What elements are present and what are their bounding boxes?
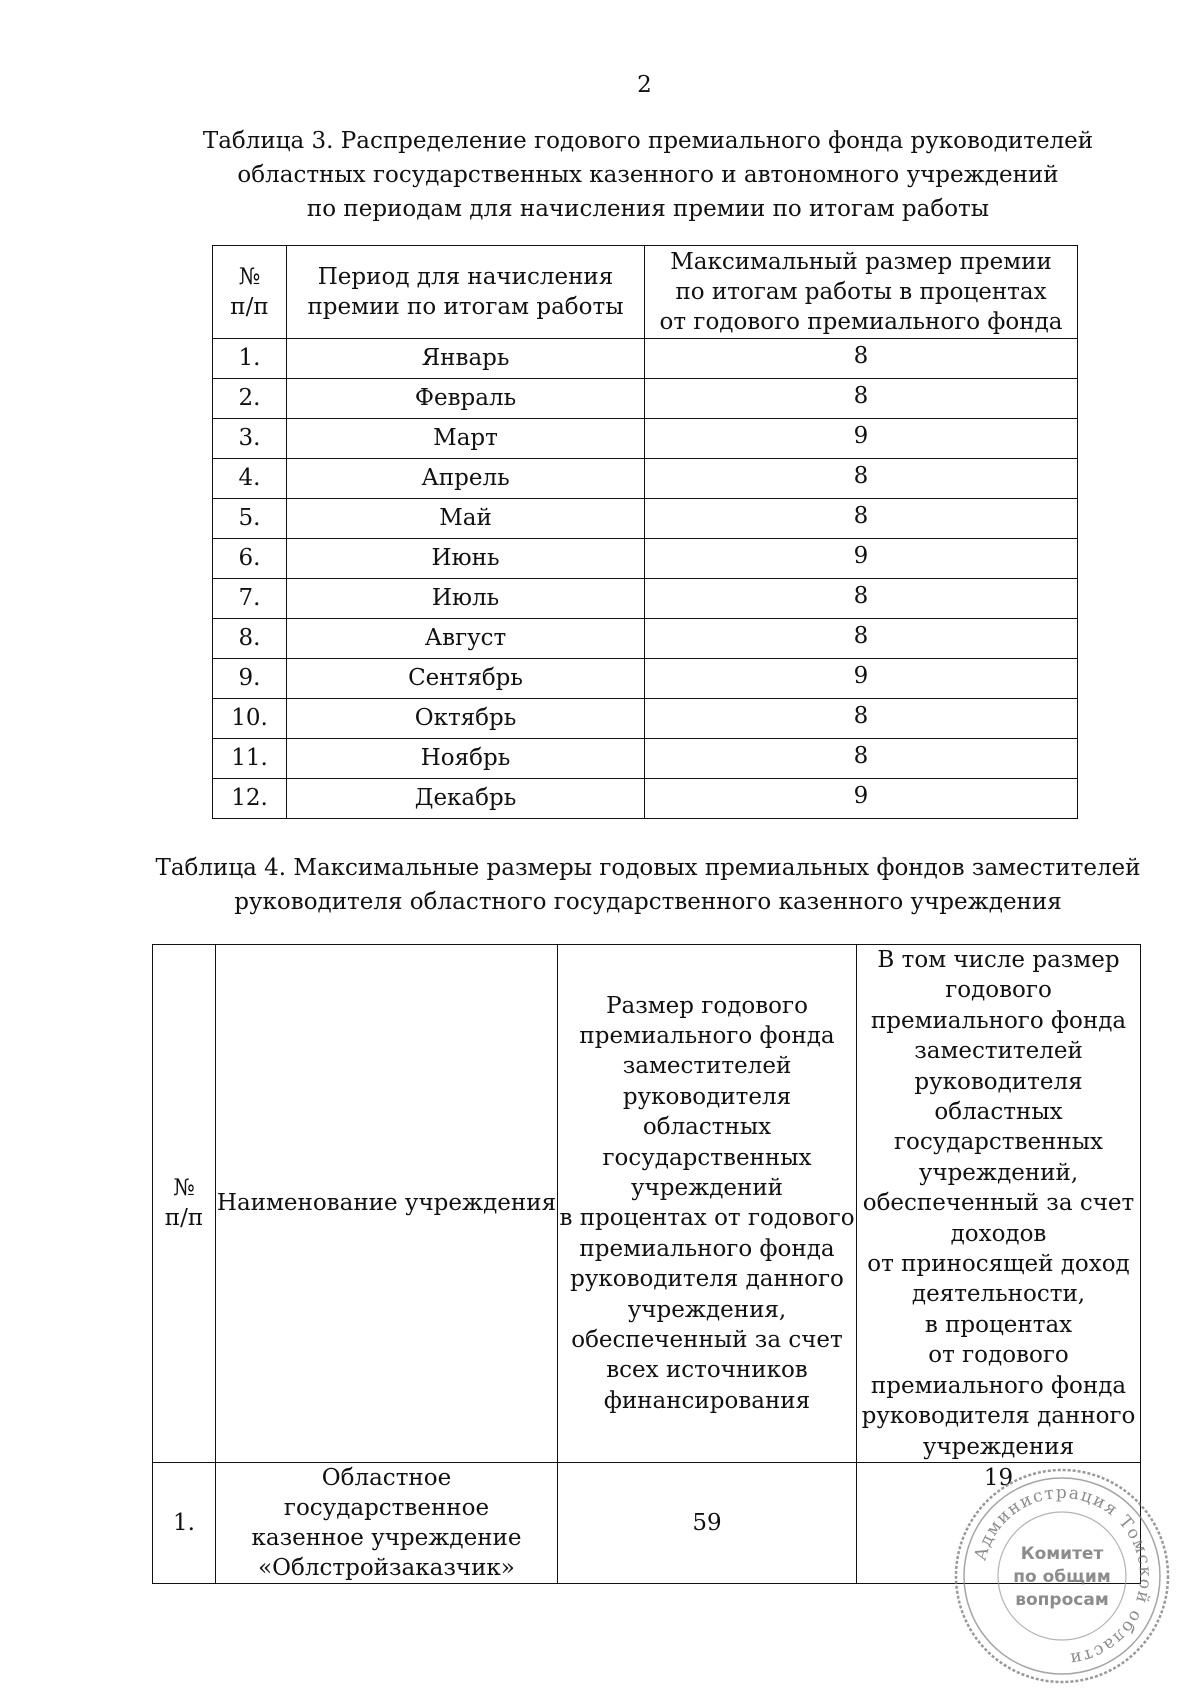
table3	[212, 245, 1078, 819]
header-line: премии по итогам работы	[307, 294, 624, 320]
table-row	[213, 459, 1078, 499]
row-value: 8	[645, 619, 1078, 659]
row-name-line: «Облстройзаказчик»	[258, 1554, 515, 1581]
row-value: 8	[645, 459, 1078, 499]
table-row	[213, 659, 1078, 699]
row-num: 7.	[213, 579, 287, 619]
header-line: учреждений,	[918, 1159, 1079, 1186]
row-value: 8	[645, 339, 1078, 379]
row-value: 8	[645, 379, 1078, 419]
header-line: премиального фонда	[579, 1235, 835, 1262]
header-line: от годового премиального фонда	[659, 309, 1063, 335]
row-num: 3.	[213, 419, 287, 459]
table3-caption-line: по периодам для начисления премии по итогам работы	[306, 196, 990, 222]
row-period: Июль	[287, 579, 645, 619]
table3-caption-line: Таблица 3. Распределение годового премиального фонда руководителей	[202, 128, 1094, 154]
row-period: Май	[287, 499, 645, 539]
header-line: государственных	[893, 1129, 1103, 1156]
stamp-ring-text: Администрация Томской области	[970, 1482, 1156, 1669]
page-number: 2	[637, 72, 652, 98]
row-num: 1.	[153, 1462, 216, 1583]
table-row	[213, 419, 1078, 459]
header-line: областных	[934, 1099, 1063, 1126]
header-line: премиального фонда	[870, 1372, 1127, 1399]
table3-caption-line: областных государственных казенного и автономного учреждений	[237, 162, 1059, 188]
header-line: №	[238, 264, 261, 290]
table4-caption-line: Таблица 4. Максимальные размеры годовых премиальных фондов заместителей	[155, 855, 1141, 881]
table4-header-incl	[857, 945, 1141, 1463]
row-period: Январь	[287, 339, 645, 379]
row-period: Декабрь	[287, 779, 645, 819]
stamp-line: Комитет	[1020, 1544, 1104, 1564]
row-name-line: казенное учреждение	[251, 1524, 522, 1551]
header-line: от приносящей доход	[867, 1251, 1130, 1278]
table4-header-row	[153, 945, 1141, 1463]
row-name-line: Областное государственное	[283, 1464, 490, 1521]
header-line: учреждения	[922, 1433, 1075, 1460]
header-line: областных	[642, 1114, 772, 1141]
row-value: 9	[645, 659, 1078, 699]
row-incl: 19	[857, 1462, 1141, 1583]
header-line: всех источников	[606, 1357, 808, 1384]
header-line: премиального фонда	[870, 1007, 1127, 1034]
table-row	[213, 579, 1078, 619]
header-line: обеспеченный за счет	[862, 1190, 1135, 1217]
row-period: Март	[287, 419, 645, 459]
header-line: в процентах от годового	[559, 1205, 855, 1232]
row-value: 8	[645, 499, 1078, 539]
row-period: Ноябрь	[287, 739, 645, 779]
table-row	[213, 779, 1078, 819]
table-row	[213, 339, 1078, 379]
header-line: Наименование учреждения	[216, 1190, 557, 1217]
row-period: Июнь	[287, 539, 645, 579]
row-period: Август	[287, 619, 645, 659]
header-line: Максимальный размер премии	[670, 249, 1052, 275]
row-num: 1.	[213, 339, 287, 379]
table4-caption	[150, 851, 1146, 919]
header-line: Размер годового	[606, 992, 808, 1019]
row-num: 12.	[213, 779, 287, 819]
row-num: 9.	[213, 659, 287, 699]
header-line: руководителя	[622, 1083, 792, 1110]
table-row	[213, 699, 1078, 739]
row-value: 8	[645, 699, 1078, 739]
header-line: учреждения,	[627, 1296, 787, 1323]
table-row	[213, 379, 1078, 419]
header-line: от годового	[928, 1342, 1069, 1369]
table4-header-num	[153, 945, 216, 1463]
row-value: 9	[645, 779, 1078, 819]
table3-caption	[150, 124, 1146, 226]
header-line: п/п	[164, 1205, 204, 1232]
row-period: Апрель	[287, 459, 645, 499]
header-line: руководителя данного	[861, 1403, 1136, 1430]
header-line: №	[173, 1175, 195, 1202]
table-row	[213, 499, 1078, 539]
row-period: Февраль	[287, 379, 645, 419]
header-line: финансирования	[603, 1387, 811, 1414]
row-size: 59	[558, 1462, 857, 1583]
row-name	[216, 1462, 558, 1583]
header-line: деятельности,	[911, 1281, 1086, 1308]
header-line: в процентах	[924, 1311, 1073, 1338]
header-line: по итогам работы в процентах	[675, 279, 1047, 305]
header-line: Период для начисления	[317, 264, 614, 290]
table-row	[213, 539, 1078, 579]
row-num: 4.	[213, 459, 287, 499]
header-line: В том числе размер	[877, 947, 1120, 973]
table3-header-max	[645, 246, 1078, 339]
row-period: Октябрь	[287, 699, 645, 739]
row-value: 8	[645, 739, 1078, 779]
row-value: 8	[645, 579, 1078, 619]
table3-header-period	[287, 246, 645, 339]
row-num: 10.	[213, 699, 287, 739]
header-line: государственных	[602, 1144, 812, 1171]
table4-caption-line: руководителя областного государственного казенного учреждения	[234, 889, 1062, 915]
header-line: обеспеченный за счет	[571, 1327, 843, 1354]
table-row	[213, 619, 1078, 659]
table3-header-num	[213, 246, 287, 339]
header-line: премиального фонда	[579, 1023, 835, 1050]
table3-header-row	[213, 246, 1078, 339]
row-period: Сентябрь	[287, 659, 645, 699]
header-line: п/п	[230, 294, 269, 320]
row-num: 5.	[213, 499, 287, 539]
header-line: заместителей	[914, 1038, 1083, 1065]
header-line: учреждений	[631, 1175, 783, 1202]
header-line: заместителей	[622, 1053, 792, 1080]
header-line: годового	[945, 977, 1052, 1004]
row-num: 8.	[213, 619, 287, 659]
table4-header-name	[216, 945, 558, 1463]
row-value: 9	[645, 539, 1078, 579]
header-line: руководителя данного	[570, 1266, 844, 1293]
header-line: доходов	[950, 1220, 1047, 1247]
table4-header-size	[558, 945, 857, 1463]
stamp-line: вопросам	[1015, 1590, 1109, 1610]
row-num: 2.	[213, 379, 287, 419]
row-value: 9	[645, 419, 1078, 459]
row-num: 6.	[213, 539, 287, 579]
stamp-center-text	[1006, 1543, 1118, 1612]
table-row	[213, 739, 1078, 779]
row-num: 11.	[213, 739, 287, 779]
header-line: руководителя	[914, 1068, 1083, 1095]
official-stamp	[951, 1465, 1173, 1687]
stamp-line: по общим	[1013, 1567, 1111, 1587]
